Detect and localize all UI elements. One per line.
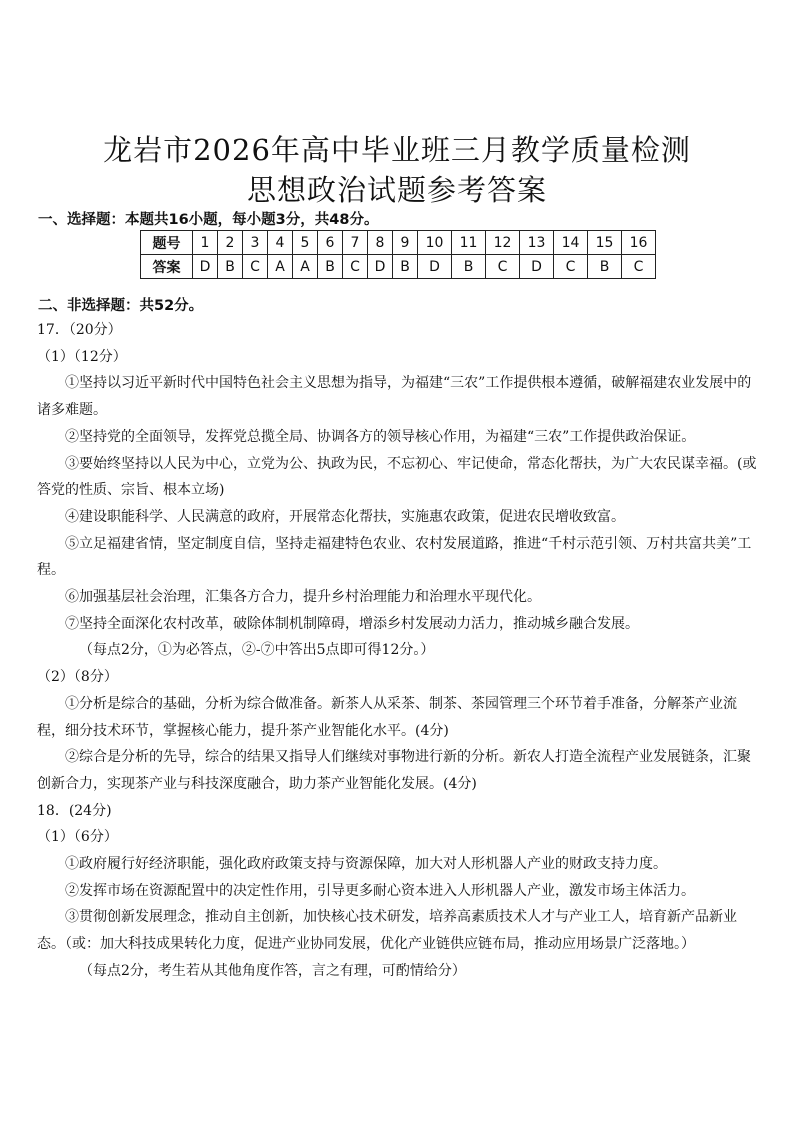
- answer-point: ③贯彻创新发展理念，推动自主创新，加快核心技术研发，培养高素质技术人才与产业工人，培育新产品新业态。（或：加大科技成果转化力度，促进产业协同发展，优化产业链供应链布局，推动应用场景广泛落地。）: [37, 909, 737, 953]
- question-number: 8: [368, 231, 393, 255]
- answer-cell: C: [343, 255, 368, 279]
- question-18-heading: 18．(24分): [37, 802, 112, 819]
- answer-body: [37, 317, 761, 985]
- answer-point: ②坚持党的全面领导，发挥党总揽全局、协调各方的领导核心作用，为福建“三农”工作提供政治保证。: [65, 428, 696, 445]
- section-nonchoice-heading: 二、非选择题：共52分。: [38, 298, 204, 314]
- answer-table-number-row: [141, 231, 656, 255]
- answer-cell: D: [368, 255, 393, 279]
- table-header-answer: 答案: [141, 255, 193, 279]
- answer-cell: B: [588, 255, 622, 279]
- answer-cell: C: [243, 255, 268, 279]
- question-number: 3: [243, 231, 268, 255]
- question-number: 10: [418, 231, 452, 255]
- answer-cell: B: [218, 255, 243, 279]
- question-number: 9: [393, 231, 418, 255]
- answer-cell: A: [293, 255, 318, 279]
- question-number: 15: [588, 231, 622, 255]
- answer-cell: B: [452, 255, 486, 279]
- section-choice-heading: 一、选择题：本题共16小题，每小题3分，共48分。: [38, 212, 379, 228]
- subquestion-heading: （1）（6分）: [37, 829, 118, 846]
- answer-cell: D: [193, 255, 218, 279]
- answer-point: ③要始终坚持以人民为中心，立党为公、执政为民，不忘初心、牢记使命，常态化帮扶，为广大农民谋幸福。(或答党的性质、宗旨、根本立场): [37, 455, 757, 499]
- question-number: 14: [554, 231, 588, 255]
- answer-point: ⑦坚持全面深化农村改革，破除体制机制障碍，增添乡村发展动力活力，推动城乡融合发展。: [65, 615, 639, 632]
- answer-cell: B: [318, 255, 343, 279]
- subquestion-heading: （2）（8分）: [37, 669, 118, 686]
- answer-cell: A: [268, 255, 293, 279]
- answer-point: ①坚持以习近平新时代中国特色社会主义思想为指导，为福建“三农”工作提供根本遵循，破解福建农业发展中的诸多难题。: [37, 375, 752, 419]
- answer-cell: D: [520, 255, 554, 279]
- answer-point: ①政府履行好经济职能，强化政府政策支持与资源保障，加大对人形机器人产业的财政支持力度。: [65, 856, 667, 873]
- answer-point: ⑤立足福建省情，坚定制度自信，坚持走福建特色农业、农村发展道路，推进“千村示范引领、万村共富共美”工程。: [37, 535, 752, 579]
- answer-cell: C: [622, 255, 656, 279]
- question-number: 4: [268, 231, 293, 255]
- subquestion-heading: （1）（12分）: [37, 348, 127, 365]
- scoring-note: （每点2分，考生若从其他角度作答，言之有理，可酌情给分）: [79, 962, 466, 979]
- question-number: 12: [486, 231, 520, 255]
- answer-cell: C: [486, 255, 520, 279]
- answer-point: ⑥加强基层社会治理，汇集各方合力，提升乡村治理能力和治理水平现代化。: [65, 589, 541, 606]
- answer-cell: C: [554, 255, 588, 279]
- question-number: 2: [218, 231, 243, 255]
- exam-title: 龙岩市2026年高中毕业班三月教学质量检测: [103, 133, 691, 167]
- question-number: 7: [343, 231, 368, 255]
- question-number: 5: [293, 231, 318, 255]
- answer-table: [140, 230, 656, 279]
- table-header-number: 题号: [141, 231, 193, 255]
- question-number: 1: [193, 231, 218, 255]
- scoring-note: （每点2分，①为必答点，②-⑦中答出5点即可得12分。）: [79, 642, 435, 659]
- question-number: 11: [452, 231, 486, 255]
- answer-point: ②综合是分析的先导，综合的结果又指导人们继续对事物进行新的分析。新农人打造全流程产业发展链条，汇聚创新合力，实现茶产业与科技深度融合，助力茶产业智能化发展。(4分): [37, 749, 751, 792]
- exam-subtitle: 思想政治试题参考答案: [246, 173, 547, 207]
- question-number: 6: [318, 231, 343, 255]
- answer-cell: B: [393, 255, 418, 279]
- answer-point: ④建设职能科学、人民满意的政府，开展常态化帮扶，实施惠农政策，促进农民增收致富。: [65, 508, 625, 525]
- answer-table-answer-row: [141, 255, 656, 279]
- answer-point: ①分析是综合的基础，分析为综合做准备。新茶人从采茶、制茶、茶园管理三个环节着手准备，分解茶产业流程，细分技术环节，掌握核心能力，提升茶产业智能化水平。(4分): [37, 695, 737, 739]
- question-number: 13: [520, 231, 554, 255]
- question-17-heading: 17．（20分）: [37, 322, 122, 338]
- question-number: 16: [622, 231, 656, 255]
- answer-cell: D: [418, 255, 452, 279]
- answer-point: ②发挥市场在资源配置中的决定性作用，引导更多耐心资本进入人形机器人产业，激发市场主体活力。: [65, 882, 695, 899]
